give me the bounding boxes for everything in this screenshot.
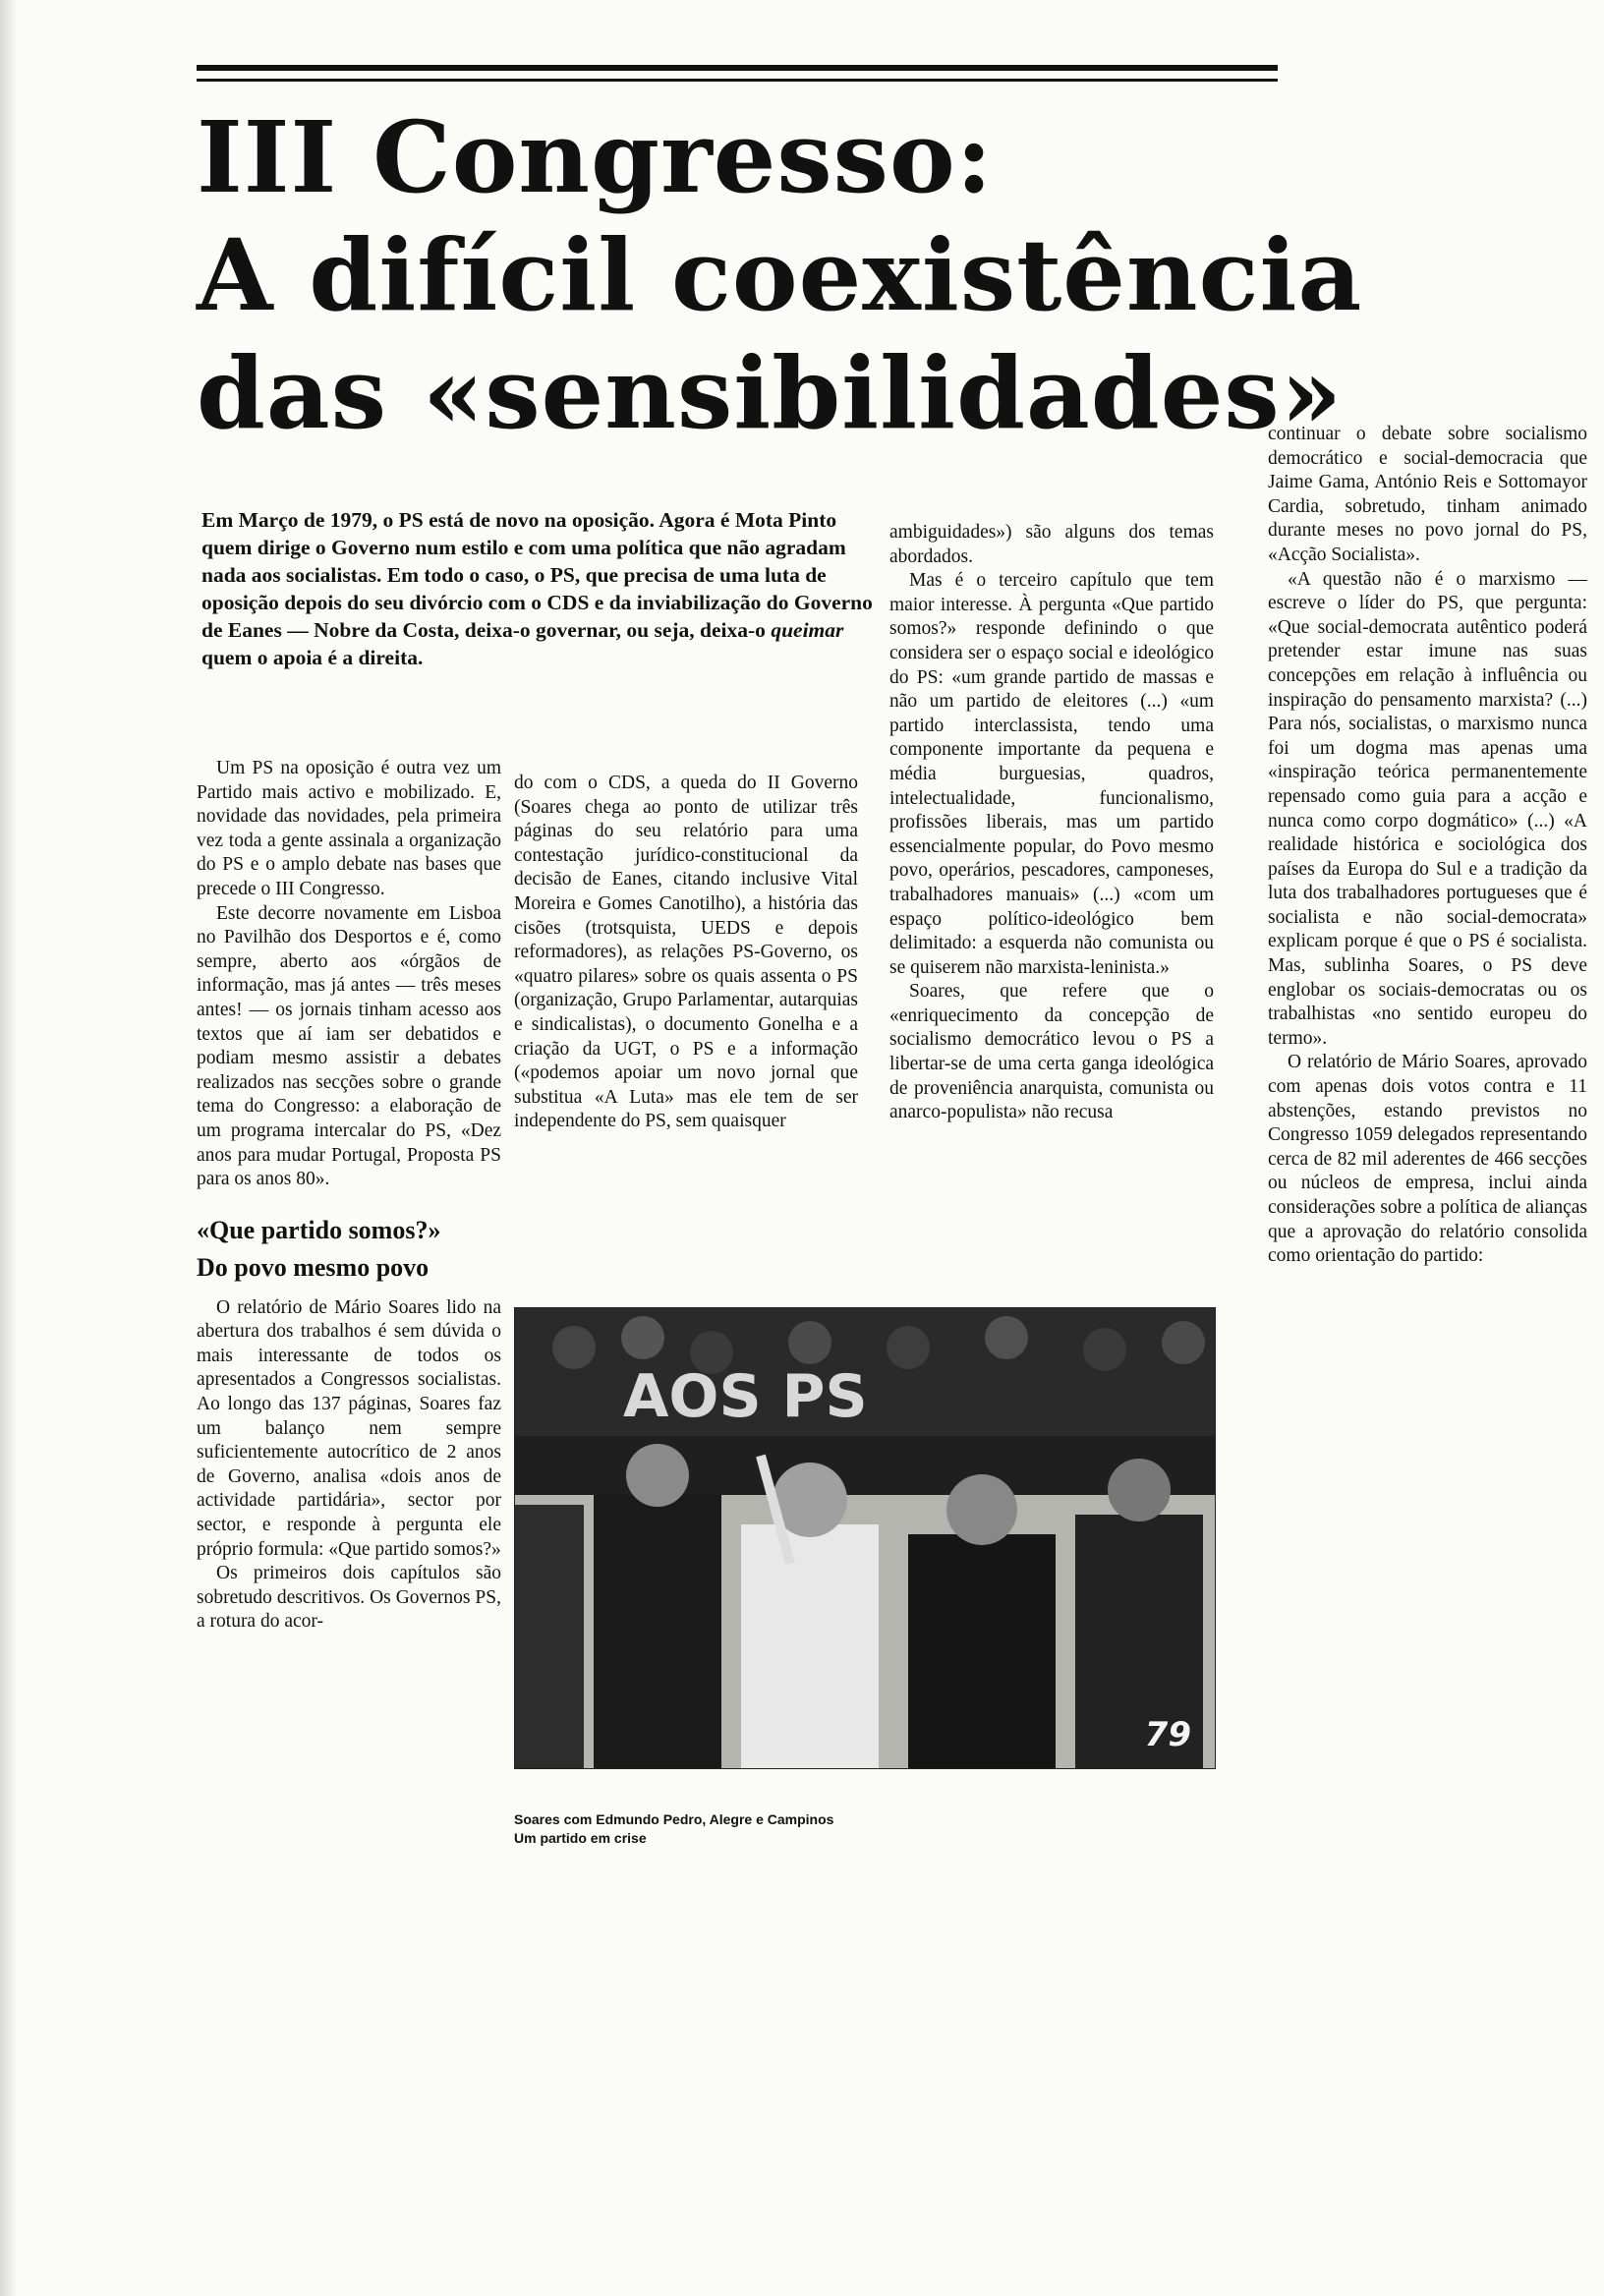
top-rule-thin [197,79,1278,82]
col1-paragraph-3: O relatório de Mário Soares lido na abertura dos trabalhos é sem dúvida o mais interessante de todos os apresentados a Congressos socialistas. Ao longo das 137 páginas, Soares faz um balanço nem sempre suficientemente autocrítico de 2 anos de Governo, analisa «dois anos de actividade partidária», sector por sector, e responde à pergunta ele próprio formula: «Que partido somos?» [197,1296,501,1560]
column-4 [1268,423,1587,1269]
congress-photo [514,1307,1216,1769]
headline-line-2: A difícil coexistência [197,217,1363,333]
subheading-2: Do povo mesmo povo [197,1252,430,1282]
lead-italic: queimar [771,618,844,642]
col2-paragraph-1: do com o CDS, a queda do II Governo (Soares chega ao ponto de utilizar três páginas do seu relatório para uma contestação jurídico-constitucional da decisão de Eanes, citando inclusive Vital Moreira e Gomes Canotilho), a história das cisões (trotsquista, UEDS e depois reformadores), as relações PS-Governo, os «quatro pilares» sobre os quais assenta o PS (organização, Grupo Parlamentar, autarquias e sindicalistas), o documento Gonelha e a criação da UGT, o PS e a informação («podemos apoiar um novo jornal que substitua «A Luta» mas ele tem de ser independente do PS, sem quaisquer [514,773,858,1132]
caption-line-2: Um partido em crise [514,1830,647,1846]
col4-paragraph-1: continuar o debate sobre socialismo democrático e social-democracia que Jaime Gama, António Reis e Sottomayor Cardia, sobretudo, tinham animado durante meses no povo jornal do PS, «Acção Socialista». [1268,424,1587,565]
subheading-1: «Que partido somos?» [197,1215,441,1244]
headline-line-3: das «sensibilidades» [197,335,1344,451]
col3-paragraph-1: ambiguidades») são alguns dos temas abordados. [889,522,1214,567]
col1-paragraph-4: Os primeiros dois capítulos são sobretudo descritivos. Os Governos PS, a rotura do acor- [197,1563,501,1633]
photo-illustration [515,1308,1215,1768]
scan-edge-shadow [0,0,18,2296]
headline [197,98,1363,452]
top-rule [197,65,1278,71]
col3-paragraph-3: Soares, que refere que o «enriquecimento da concepção de socialismo democrático levou o PS a libertar-se de uma certa ganga ideológica de proveniência anarquista, comunista ou anarco-populista» não recusa [889,981,1214,1123]
lead-text-1: Em Março de 1979, o PS está de novo na oposição. Agora é Mota Pinto quem dirige o Governo num estilo e com uma política que não agradam nada aos socialistas. Em todo o caso, o PS, que precisa de uma luta de oposição depois do seu divórcio com o CDS e da inviabilização do Governo de Eanes — Nobre da Costa, deixa-o governar, ou seja, deixa-o [201,508,873,642]
caption-line-1: Soares com Edmundo Pedro, Alegre e Campinos [514,1811,834,1827]
col3-paragraph-2: Mas é o terceiro capítulo que tem maior interesse. À pergunta «Que partido somos?» responde definindo o que considera ser o espaço social e ideológico do PS: «um grande partido de massas e não um partido de eleitores (...) «um partido interclassista, tendo uma componente importante da pequena e média burguesias, quadros, intelectualidade, funcionalismo, profissões liberais, mas um partido essencialmente popular, do Povo mesmo povo, operários, pescadores, camponeses, trabalhadores manuais» (...) «com um espaço político-ideológico bem delimitado: a esquerda não comunista ou se quiserem não marxista-leninista.» [889,570,1214,978]
column-2 [514,772,858,1134]
col1-paragraph-2: Este decorre novamente em Lisboa no Pavilhão dos Desportos e é, como sempre, aberto aos «órgãos de informação, mas já antes — três meses antes! — os jornais tinham acesso aos textos que aí iam ser debatidos e podiam mesmo assistir a debates realizados nas secções sobre o grande tema do Congresso: a elaboração de um programa intercalar do PS, «Dez anos para mudar Portugal, Proposta PS para os anos 80». [197,902,501,1190]
lead-paragraph [201,506,880,671]
col4-paragraph-3: O relatório de Mário Soares, aprovado com apenas dois votos contra e 11 abstenções, estando previstos no Congresso 1059 delegados representando cerca de 82 mil aderentes de 466 secções ou núcleos de empresa, inclui ainda considerações sobre a política de alianças que a aprovação do relatório consolida como orientação do partido: [1268,1052,1587,1267]
lead-text-2: quem o apoia é a direita. [201,646,424,669]
col1-paragraph-1: Um PS na oposição é outra vez um Partido mais activo e mobilizado. E, novidade das novidades, pela primeira vez toda a gente assinala a organização do PS e o amplo debate nas bases que precede o III Congresso. [197,758,501,899]
column-3 [889,521,1214,1125]
column-1 [197,757,501,1635]
headline-line-1: III Congresso: [197,99,994,215]
photo-caption [514,1810,1214,1848]
svg-text:AOS PS: AOS PS [623,1362,868,1431]
col4-paragraph-2: «A questão não é o marxismo — escreve o líder do PS, que pergunta: «Que social-democrata autêntico poderá pretender estar imune nas suas concepções em relação à influência ou inspiração do pensamento marxista? (...) Para nós, socialistas, o marxismo nunca foi um dogma mas apenas uma «inspiração teórica permanentemente repensado como guia para a acção e nunca como corpo dogmático» (...) «A realidade histórica e sociológica dos países da Europa do Sul e a tradição da luta dos trabalhadores portugueses que é socialista e não social-democrata» explicam porque é que o PS é socialista. Mas, sublinha Soares, o PS deve englobar os sociais-democratas ou os trabalhistas «no sentido europeu do termo». [1268,568,1587,1049]
photo-page-number: 79 [1144,1715,1191,1754]
